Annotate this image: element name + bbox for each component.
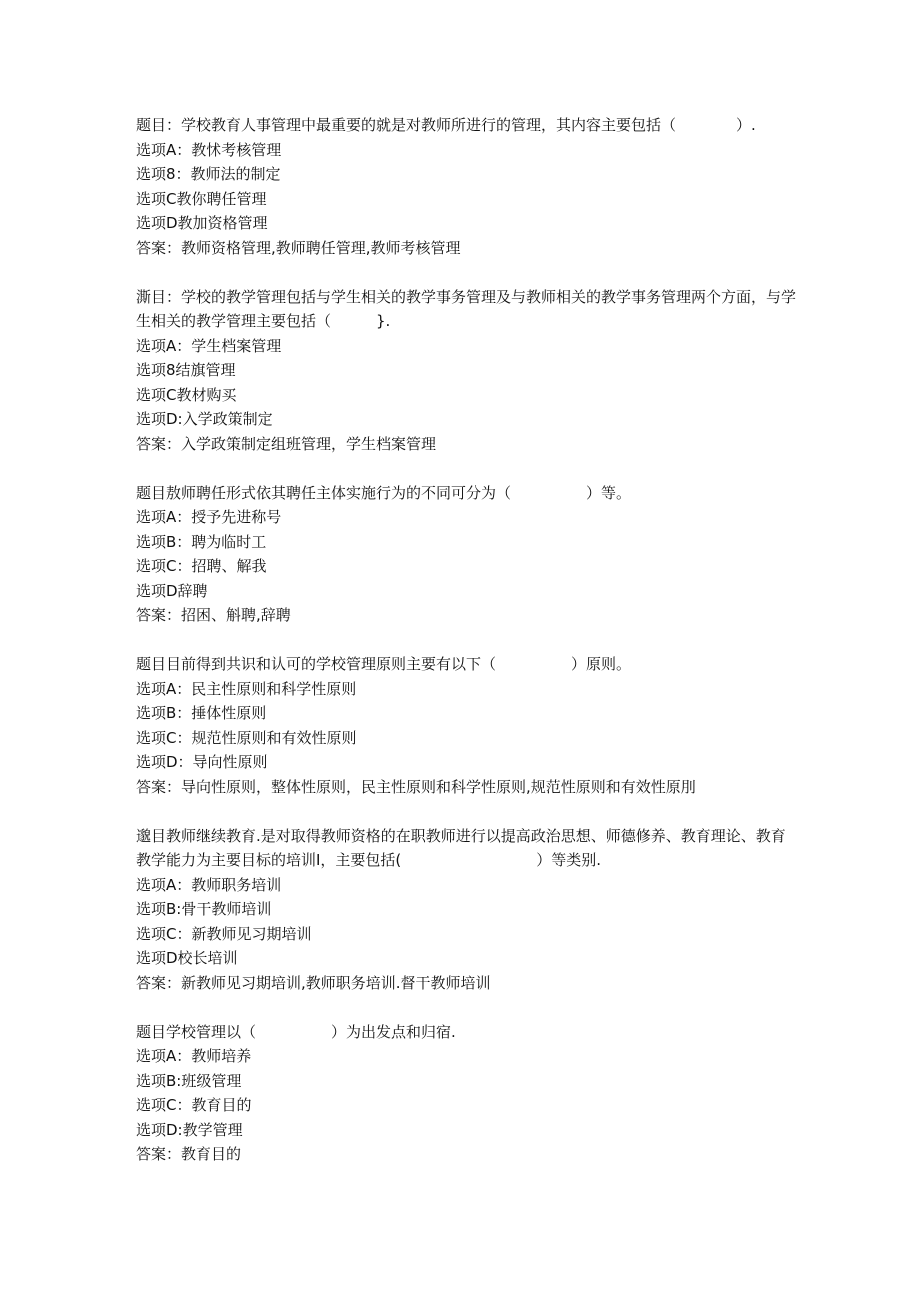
option-a: 选项A：民主性原则和科学性原则 xyxy=(136,679,357,698)
option-b: 选项B：捶体性原则 xyxy=(136,704,267,722)
question-text: 澌目：学校的教学管理包括与学生相关的教学事务管理及与教师相关的教学事务管理两个方面，与学生相关的教学管理主要包括（ }. xyxy=(136,287,797,330)
option-b: 选项B:班级管理 xyxy=(136,1071,242,1090)
question-block-2 xyxy=(136,285,796,457)
option-c: 选项C教材购买 xyxy=(136,385,237,404)
answer-text: 答案：招困、斛聘,辞聘 xyxy=(136,606,291,624)
option-b: 选项B:骨干教师培训 xyxy=(136,900,272,918)
answer-text: 答案：导向性原则，整体性原则，民主性原则和科学性原则,规范性原则和有效性原刖 xyxy=(136,777,696,796)
question-block-1 xyxy=(136,113,796,260)
option-c: 选项C：教育目的 xyxy=(136,1096,252,1114)
option-d: 选项D：导向性原则 xyxy=(136,753,268,771)
option-a: 选项A：学生档案管理 xyxy=(136,336,282,355)
question-block-4 xyxy=(136,652,796,799)
option-c: 选项C：规范性原则和有效性原则 xyxy=(136,728,357,747)
option-d: 选项D:入学政策制定 xyxy=(136,410,273,428)
option-a: 选项A：教师培养 xyxy=(136,1047,252,1065)
option-b: 选项8：教师法的制定 xyxy=(136,165,281,183)
option-b: 选项B：聘为临时工 xyxy=(136,532,267,551)
option-a: 选项A：授予先进称号 xyxy=(136,508,282,526)
question-block-6 xyxy=(136,1020,796,1167)
question-block-5 xyxy=(136,824,796,996)
answer-text: 答案：入学政策制定组班管理，学生档案管理 xyxy=(136,434,437,453)
option-a: 选项A：教怵考核管理 xyxy=(136,140,282,159)
question-text: 题目目前得到共识和认可的学校管理原则主要有以下（ ）原则。 xyxy=(136,655,632,673)
question-list xyxy=(136,113,796,1191)
option-a: 选项A：教师职务培训 xyxy=(136,875,282,894)
answer-text: 答案：教师资格管理,教师聘任管理,教师考核管理 xyxy=(136,238,461,257)
option-c: 选项C：新教师见习期培训 xyxy=(136,924,312,943)
option-d: 选项D教加资格管理 xyxy=(136,214,268,232)
question-text: 邈目教师继续教育.是对取得教师资格的在职教师进行以提高政治思想、师德修养、教育理论、教育教学能力为主要目标的培训I，主要包括( ）等类别. xyxy=(136,826,786,869)
answer-text: 答案：新教师见习期培训,教师职务培训.督干教师培训 xyxy=(136,973,491,992)
option-d: 选项D:教学管理 xyxy=(136,1120,243,1139)
option-d: 选项D辞聘 xyxy=(136,581,208,600)
option-c: 选项C教你聘任管理 xyxy=(136,189,267,208)
option-b: 选项8结旗管理 xyxy=(136,361,236,379)
question-block-3 xyxy=(136,481,796,628)
question-text: 题目敖师聘任形式依其聘任主体实施行为的不同可分为（ ）等。 xyxy=(136,483,632,502)
question-text: 题目学校管理以（ ）为出发点和归宿. xyxy=(136,1022,456,1041)
question-text: 题目：学校教育人事管理中最重要的就是对教师所进行的管理，其内容主要包括（ ）. xyxy=(136,116,756,134)
option-c: 选项C：招聘、解我 xyxy=(136,557,267,575)
answer-text: 答案：教育目的 xyxy=(136,1145,242,1163)
option-d: 选项D校长培训 xyxy=(136,949,238,967)
